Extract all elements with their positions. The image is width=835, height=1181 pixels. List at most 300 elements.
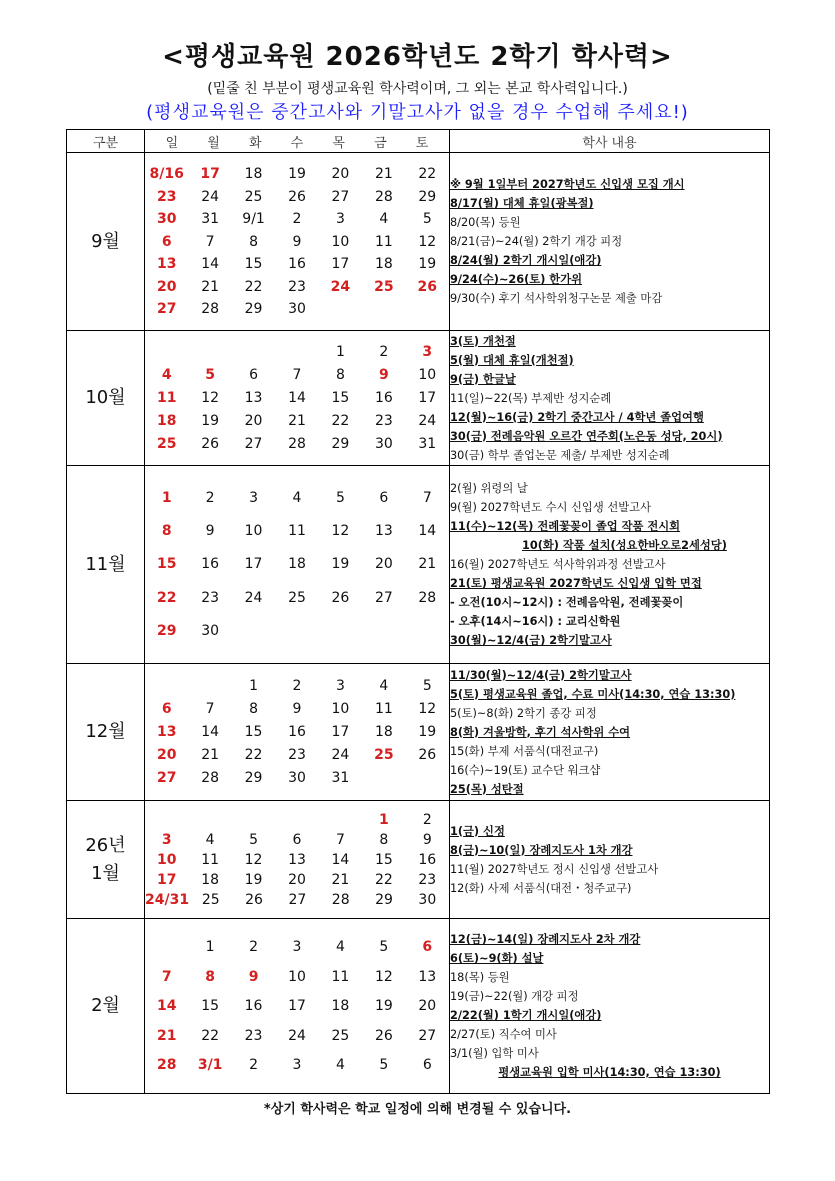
event-item: 6(토)~9(화) 설날 [450,952,544,965]
date-cell: 5 [379,1057,389,1073]
month-events [450,919,770,1094]
event-item: 30(금) 전례음악원 오르간 연주회(노은동 성당, 20시) [450,429,723,443]
event-item: 21(토) 평생교육원 2027학년도 신입생 입학 면접 [450,577,702,590]
date-cell: 28 [418,589,437,606]
date-cell: 15 [374,851,393,868]
month-row [67,664,770,801]
date-cell: 18 [201,871,220,888]
event-item: 3/1(월) 입학 미사 [450,1047,539,1060]
date-cell: 2 [205,489,215,506]
date-cell: 24 [331,747,350,764]
weekday-label: 수 [290,135,304,151]
date-cell: 28 [201,770,220,787]
week-row [145,1028,449,1044]
date-cell: 21 [418,556,437,573]
date-cell: 16 [288,723,306,740]
date-cell: 27 [418,1027,437,1044]
event-item: 5(월) 대체 휴일(개천절) [450,353,574,367]
week-row [145,413,449,429]
weekday-label: 금 [374,135,387,151]
week-row [145,556,449,572]
date-cell: 11 [201,851,220,868]
date-cell [406,301,449,317]
event-item: 2/27(토) 직수여 미사 [450,1028,557,1041]
event-item: 3(토) 개천절 [450,334,516,348]
weekday-label: 목 [332,135,345,151]
header-weekdays [145,130,450,153]
event-item: 19(금)~22(월) 개강 피정 [450,990,579,1003]
date-cell [145,678,188,694]
date-cell [188,344,231,360]
date-cell: 1 [205,939,215,955]
date-cell: 24 [244,589,263,606]
date-cell [406,623,449,639]
date-cell: 5 [249,831,259,848]
week-row [145,623,449,639]
date-cell [145,812,188,828]
holiday-date: 11 [156,389,177,406]
date-cell: 9 [205,523,215,540]
date-cell: 16 [374,389,393,406]
date-cell: 6 [292,831,302,848]
date-cell [232,344,275,360]
date-cell [406,770,449,786]
header-events: 학사 내용 [450,130,770,153]
week-row [145,701,449,717]
date-cell: 11 [374,233,393,250]
month-days [145,919,450,1094]
month-days [145,331,450,466]
holiday-date: 29 [156,623,177,640]
event-item: 1(금) 신정 [450,824,505,838]
notice-text: (평생교육원은 중간고사와 기말고사가 없을 경우 수업해 주세요!) [146,102,689,123]
date-cell: 3 [335,677,345,694]
event-item: 30(월)~12/4(금) 2학기말고사 [450,634,612,647]
date-cell: 7 [205,700,215,717]
date-cell: 19 [374,998,393,1014]
date-cell: 9 [422,831,432,848]
date-cell: 12 [244,851,263,868]
date-cell: 28 [288,435,306,452]
date-cell: 26 [374,1027,393,1044]
event-item: 12(금)~14(일) 장례지도사 2차 개강 [450,933,641,946]
event-item: 평생교육원 입학 미사(14:30, 연습 13:30) [498,1066,721,1079]
week-row [145,770,449,786]
event-item: 9/30(수) 후기 석사학위청구논문 제출 마감 [450,292,663,305]
date-cell: 19 [288,166,306,182]
date-cell: 21 [331,871,350,888]
event-item: 5(토)~8(화) 2학기 종강 피정 [450,706,597,720]
event-item: 9(월) 2027학년도 수시 신입생 선발고사 [450,501,651,514]
date-cell: 7 [292,367,302,384]
date-cell: 17 [244,556,263,573]
date-cell: 11 [288,523,306,540]
week-row [145,211,449,227]
weekday-label: 토 [415,135,429,151]
date-cell: 20 [374,556,393,573]
header-group: 구분 [67,130,145,153]
holiday-date: 13 [156,723,177,740]
event-item: 30(금) 학부 졸업논문 제출/ 부제반 성지순례 [450,448,670,462]
event-item: 25(목) 성탄절 [450,782,524,796]
date-cell: 11 [331,968,350,985]
holiday-date: 15 [156,556,177,573]
date-cell: 25 [201,891,220,908]
date-cell [362,770,405,786]
date-cell: 12 [374,968,393,985]
holiday-date: 9 [248,968,259,985]
date-cell: 17 [331,256,350,272]
week-row [145,234,449,250]
date-cell: 30 [288,301,306,317]
date-cell: 29 [244,301,263,317]
date-cell: 14 [201,256,220,272]
date-cell: 8 [379,831,389,848]
date-cell: 18 [374,256,393,272]
date-cell: 25 [288,589,306,606]
date-cell: 20 [288,871,306,888]
date-cell: 12 [201,389,220,406]
holiday-date: 25 [156,435,177,452]
event-item: 8/21(금)~24(월) 2학기 개강 피정 [450,235,623,248]
event-item: 11(일)~22(목) 부제반 성지순례 [450,391,612,405]
date-cell [319,812,362,828]
event-item: 11(수)~12(목) 전례꽃꽂이 졸업 작품 전시회 [450,520,681,533]
holiday-date: 14 [156,998,177,1014]
holiday-date: 4 [161,367,172,384]
date-cell: 18 [288,556,306,573]
month-days [145,466,450,664]
date-cell: 3 [292,939,302,955]
holiday-date: 20 [156,278,177,295]
week-row [145,367,449,383]
date-cell [232,812,275,828]
date-cell [188,812,231,828]
date-cell: 3 [335,211,345,227]
date-cell: 16 [288,256,306,272]
date-cell: 12 [418,233,437,250]
event-item: 9/24(수)~26(토) 한가위 [450,273,583,286]
holiday-date: 6 [422,939,433,955]
holiday-date: 22 [156,589,177,606]
holiday-date: 30 [156,211,177,227]
date-cell [275,812,318,828]
event-item: 16(수)~19(토) 교수단 워크샵 [450,763,601,777]
event-item: 5(토) 평생교육원 졸업, 수료 미사(14:30, 연습 13:30) [450,687,736,701]
date-cell: 5 [422,211,432,227]
holiday-date: 5 [205,367,215,384]
month-days [145,153,450,331]
month-days [145,801,450,919]
event-item: 8(금)~10(일) 장례지도사 1차 개강 [450,843,633,857]
date-cell: 1 [249,677,259,694]
week-row [145,852,449,868]
date-cell: 28 [201,301,220,317]
holiday-date: 10 [156,851,177,868]
month-row [67,153,770,331]
week-row [145,166,449,182]
event-item: 8(화) 겨울방학, 후기 석사학위 수여 [450,725,631,739]
date-cell: 7 [335,831,345,848]
holiday-date: 17 [200,166,220,182]
date-cell: 15 [331,389,350,406]
date-cell: 14 [331,851,350,868]
date-cell: 17 [288,998,306,1014]
date-cell: 29 [418,188,437,205]
weekday-label: 화 [248,135,262,151]
date-cell: 18 [374,723,393,740]
month-events [450,801,770,919]
date-cell: 19 [418,256,437,272]
date-cell: 16 [244,998,263,1014]
week-row [145,724,449,740]
date-cell: 30 [288,770,306,787]
date-cell: 10 [288,968,306,985]
date-cell: 27 [288,891,307,908]
event-item: 2/22(월) 1학기 개시일(애강) [450,1009,602,1022]
date-cell: 26 [245,891,263,908]
table-header-row [67,130,770,153]
holiday-date: 27 [156,770,177,787]
holiday-date: 24/31 [145,891,190,908]
date-cell: 7 [422,489,432,506]
event-item: 11(월) 2027학년도 정시 신입생 선발고사 [450,862,659,876]
weekday-label: 월 [207,135,220,151]
date-cell: 24 [201,188,220,205]
date-cell: 23 [374,412,393,429]
date-cell: 21 [288,412,306,429]
week-row [145,344,449,360]
date-cell: 30 [374,435,393,452]
academic-calendar-table [66,129,770,1094]
date-cell: 20 [331,166,350,182]
date-cell: 11 [374,700,393,717]
month-row [67,466,770,664]
holiday-date: 20 [156,747,177,764]
date-cell: 24 [288,1027,306,1044]
date-cell: 31 [418,435,437,452]
event-item: ※ 9월 1일부터 2027학년도 신입생 모집 개시 [450,178,685,191]
weekday-label: 일 [165,135,179,151]
date-cell: 28 [374,188,393,205]
date-cell [232,623,275,639]
event-item: 15(화) 부제 서품식(대전교구) [450,744,599,758]
holiday-date: 3/1 [197,1057,223,1073]
month-days [145,664,450,801]
holiday-date: 3 [422,344,433,361]
holiday-date: 25 [374,278,394,295]
holiday-date: 9 [378,367,389,384]
date-cell: 6 [249,367,259,384]
date-cell: 22 [244,278,263,295]
event-item: - 오전(10시~12시) : 전례음악원, 전례꽃꽂이 [450,596,684,609]
week-row [145,998,449,1014]
holiday-date: 8/16 [149,166,184,182]
week-row [145,523,449,539]
date-cell: 28 [331,891,350,908]
month-events [450,331,770,466]
week-row [145,812,449,828]
date-cell: 22 [201,1027,220,1044]
date-cell: 4 [292,489,302,506]
date-cell: 22 [244,747,263,764]
week-row [145,436,449,452]
date-cell: 3 [249,489,259,506]
holiday-date: 6 [161,700,172,717]
date-cell: 2 [292,211,302,227]
month-row [67,801,770,919]
date-cell: 17 [418,389,437,406]
holiday-date: 27 [156,301,177,317]
month-label: 12월 [67,664,145,801]
date-cell: 23 [201,589,220,606]
holiday-date: 26 [417,278,438,295]
date-cell: 20 [418,998,437,1014]
date-cell: 15 [201,998,220,1014]
date-cell: 14 [288,389,306,406]
date-cell: 4 [379,677,389,694]
date-cell: 10 [418,367,437,384]
holiday-date: 21 [156,1027,177,1044]
week-row [145,747,449,763]
week-row [145,872,449,888]
date-cell: 27 [244,435,263,452]
date-cell: 4 [335,1057,345,1073]
event-item: 8/17(월) 대체 휴일(광복절) [450,197,594,210]
date-cell: 5 [422,677,432,694]
date-cell: 31 [331,770,350,787]
date-cell: 23 [418,871,437,888]
holiday-date: 17 [156,871,177,888]
event-item: 12(월)~16(금) 2학기 중간고사 / 4학년 졸업여행 [450,410,704,424]
date-cell: 6 [379,489,389,506]
date-cell: 14 [201,723,220,740]
date-cell: 4 [379,211,389,227]
month-label: 9월 [67,153,145,331]
date-cell: 2 [249,939,259,955]
holiday-date: 18 [156,412,177,429]
date-cell: 22 [331,412,350,429]
date-cell: 8 [249,700,259,717]
date-cell: 13 [244,389,263,406]
date-cell: 9 [292,233,302,250]
date-cell [275,344,318,360]
week-row [145,969,449,985]
date-cell: 29 [375,891,393,908]
date-cell [188,678,231,694]
month-label: 11월 [67,466,145,664]
date-cell [275,623,318,639]
week-row [145,939,449,955]
date-cell: 2 [249,1057,259,1073]
event-item: 18(목) 등원 [450,971,510,984]
date-cell: 9 [292,700,302,717]
date-cell: 19 [244,871,263,888]
date-cell: 18 [244,166,263,182]
page-title: <평생교육원 2026학년도 2학기 학사력> [162,42,673,72]
week-row [145,189,449,205]
date-cell: 26 [418,747,437,764]
event-item: - 오후(14시~16시) : 교리신학원 [450,615,621,628]
holiday-date: 8 [205,968,215,985]
date-cell: 29 [331,435,350,452]
event-item: 8/24(월) 2학기 개시일(애강) [450,254,602,267]
week-row [145,490,449,506]
date-cell: 5 [379,939,389,955]
date-cell: 23 [288,278,306,295]
date-cell: 5 [335,489,345,506]
month-row [67,919,770,1094]
date-cell: 27 [331,188,350,205]
holiday-date: 24 [330,278,351,295]
date-cell: 24 [418,412,437,429]
date-cell: 27 [374,589,393,606]
date-cell: 14 [418,523,437,540]
date-cell [319,301,362,317]
date-cell [145,939,188,955]
holiday-date: 25 [374,747,394,764]
date-cell: 10 [331,233,350,250]
date-cell: 10 [331,700,350,717]
date-cell: 30 [201,623,220,640]
week-row [145,390,449,406]
date-cell: 4 [335,939,345,955]
holiday-date: 1 [378,811,389,828]
date-cell: 23 [244,1027,263,1044]
date-cell: 8 [249,233,259,250]
month-events [450,153,770,331]
date-cell: 6 [422,1057,432,1073]
date-cell: 12 [331,523,350,540]
holiday-date: 23 [156,188,177,205]
date-cell: 22 [374,871,393,888]
date-cell: 13 [418,968,437,985]
event-item: 12(화) 사제 서품식(대전・청주교구) [450,881,632,895]
month-events [450,664,770,801]
holiday-date: 13 [156,256,177,272]
date-cell: 31 [201,211,220,227]
date-cell: 2 [292,677,302,694]
date-cell: 26 [201,435,220,452]
week-row [145,590,449,606]
month-label: 2월 [67,919,145,1094]
date-cell: 19 [418,723,437,740]
date-cell: 18 [331,998,350,1014]
date-cell: 19 [331,556,350,573]
date-cell: 21 [201,747,220,764]
event-item: 9(금) 한글날 [450,372,516,386]
week-row [145,678,449,694]
date-cell: 16 [201,556,220,573]
date-cell [362,623,405,639]
date-cell: 23 [288,747,306,764]
week-row [145,279,449,295]
date-cell: 16 [418,851,437,868]
holiday-date: 7 [161,968,172,985]
date-cell: 7 [205,233,215,250]
date-cell: 26 [331,589,350,606]
date-cell: 15 [244,723,263,740]
date-cell: 2 [379,344,389,361]
holiday-date: 8 [161,523,172,540]
holiday-date: 28 [156,1057,177,1073]
date-cell: 9/1 [242,211,265,227]
date-cell: 21 [201,278,220,295]
date-cell: 13 [374,523,393,540]
date-cell: 25 [331,1027,350,1044]
footnote: *상기 학사력은 학교 일정에 의해 변경될 수 있습니다. [263,1102,572,1117]
date-cell: 22 [418,166,437,182]
